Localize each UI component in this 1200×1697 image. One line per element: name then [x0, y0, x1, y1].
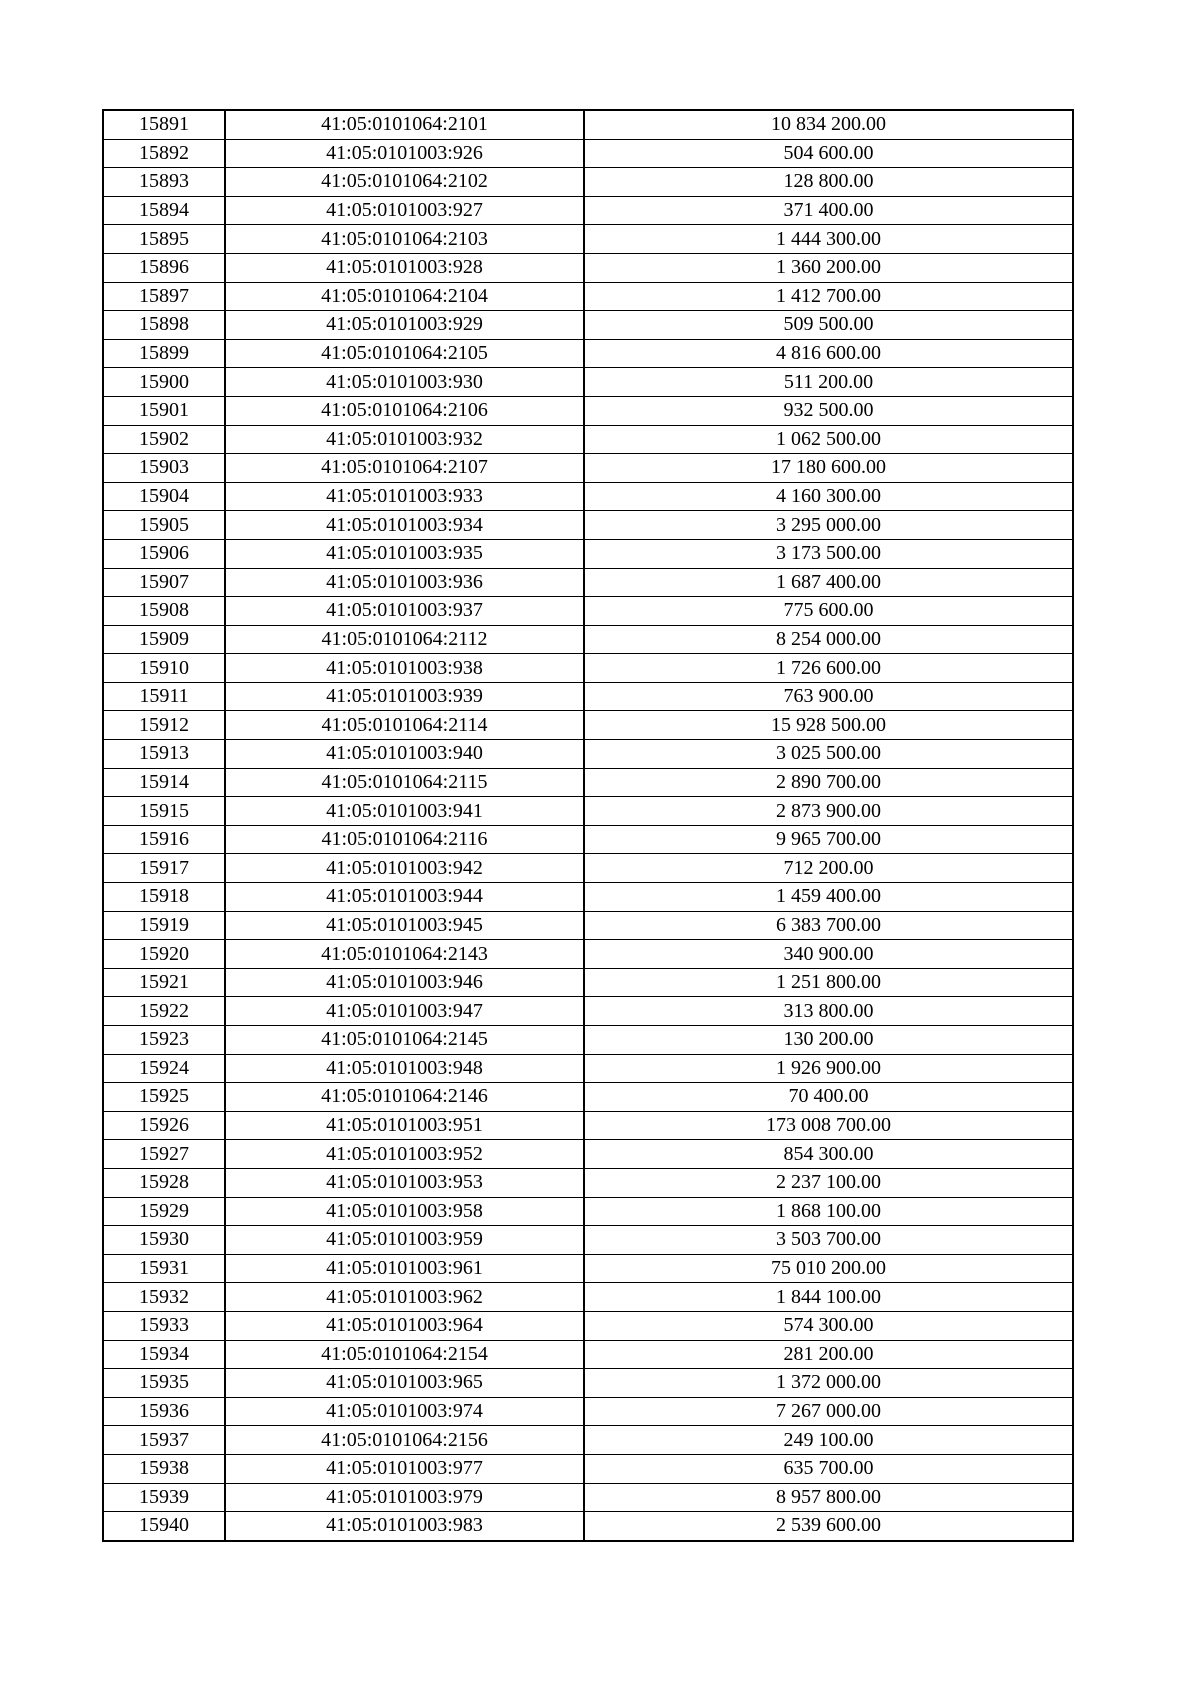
row-number-cell: 15912 — [103, 711, 225, 740]
table-row — [103, 1226, 1073, 1255]
cadastral-value-cell: 4 816 600.00 — [584, 339, 1073, 368]
table-row — [103, 139, 1073, 168]
table-row — [103, 654, 1073, 683]
table-row — [103, 883, 1073, 912]
row-number-cell: 15938 — [103, 1454, 225, 1483]
row-number-cell: 15909 — [103, 625, 225, 654]
cadastral-number-cell: 41:05:0101003:953 — [225, 1168, 584, 1197]
cadastral-number-cell: 41:05:0101003:945 — [225, 911, 584, 940]
row-number-cell: 15916 — [103, 825, 225, 854]
table-row — [103, 1054, 1073, 1083]
cadastral-number-cell: 41:05:0101064:2145 — [225, 1026, 584, 1055]
row-number-cell: 15893 — [103, 168, 225, 197]
cadastral-value-cell: 3 025 500.00 — [584, 740, 1073, 769]
row-number-cell: 15897 — [103, 282, 225, 311]
cadastral-number-cell: 41:05:0101003:932 — [225, 425, 584, 454]
row-number-cell: 15910 — [103, 654, 225, 683]
cadastral-number-cell: 41:05:0101064:2107 — [225, 454, 584, 483]
table-row — [103, 597, 1073, 626]
table-row — [103, 625, 1073, 654]
table-row — [103, 1311, 1073, 1340]
cadastral-number-cell: 41:05:0101064:2156 — [225, 1426, 584, 1455]
cadastral-number-cell: 41:05:0101064:2106 — [225, 396, 584, 425]
cadastral-value-cell: 1 844 100.00 — [584, 1283, 1073, 1312]
cadastral-number-cell: 41:05:0101003:959 — [225, 1226, 584, 1255]
table-row — [103, 997, 1073, 1026]
row-number-cell: 15914 — [103, 768, 225, 797]
row-number-cell: 15931 — [103, 1254, 225, 1283]
cadastral-number-cell: 41:05:0101064:2143 — [225, 940, 584, 969]
cadastral-value-cell: 281 200.00 — [584, 1340, 1073, 1369]
cadastral-value-cell: 6 383 700.00 — [584, 911, 1073, 940]
cadastral-value-cell: 854 300.00 — [584, 1140, 1073, 1169]
cadastral-value-cell: 1 726 600.00 — [584, 654, 1073, 683]
cadastral-value-cell: 2 539 600.00 — [584, 1512, 1073, 1541]
cadastral-number-cell: 41:05:0101003:939 — [225, 682, 584, 711]
cadastral-value-cell: 10 834 200.00 — [584, 110, 1073, 139]
cadastral-value-cell: 1 687 400.00 — [584, 568, 1073, 597]
row-number-cell: 15922 — [103, 997, 225, 1026]
cadastral-value-cell: 2 873 900.00 — [584, 797, 1073, 826]
cadastral-number-cell: 41:05:0101064:2105 — [225, 339, 584, 368]
cadastral-number-cell: 41:05:0101064:2101 — [225, 110, 584, 139]
table-row — [103, 196, 1073, 225]
cadastral-number-cell: 41:05:0101003:930 — [225, 368, 584, 397]
table-row — [103, 168, 1073, 197]
row-number-cell: 15919 — [103, 911, 225, 940]
table-row — [103, 339, 1073, 368]
row-number-cell: 15892 — [103, 139, 225, 168]
cadastral-number-cell: 41:05:0101003:938 — [225, 654, 584, 683]
row-number-cell: 15933 — [103, 1311, 225, 1340]
cadastral-number-cell: 41:05:0101003:983 — [225, 1512, 584, 1541]
table-row — [103, 1140, 1073, 1169]
cadastral-number-cell: 41:05:0101064:2154 — [225, 1340, 584, 1369]
cadastral-value-cell: 511 200.00 — [584, 368, 1073, 397]
cadastral-value-cell: 4 160 300.00 — [584, 482, 1073, 511]
cadastral-value-cell: 775 600.00 — [584, 597, 1073, 626]
table-body — [103, 110, 1073, 1541]
cadastral-number-cell: 41:05:0101003:928 — [225, 253, 584, 282]
cadastral-value-cell: 9 965 700.00 — [584, 825, 1073, 854]
row-number-cell: 15906 — [103, 539, 225, 568]
table-row — [103, 1083, 1073, 1112]
row-number-cell: 15903 — [103, 454, 225, 483]
cadastral-value-cell: 1 444 300.00 — [584, 225, 1073, 254]
cadastral-number-cell: 41:05:0101003:933 — [225, 482, 584, 511]
cadastral-value-cell: 1 372 000.00 — [584, 1369, 1073, 1398]
cadastral-number-cell: 41:05:0101003:952 — [225, 1140, 584, 1169]
row-number-cell: 15891 — [103, 110, 225, 139]
cadastral-number-cell: 41:05:0101064:2104 — [225, 282, 584, 311]
cadastral-value-cell: 574 300.00 — [584, 1311, 1073, 1340]
row-number-cell: 15918 — [103, 883, 225, 912]
cadastral-value-cell: 1 868 100.00 — [584, 1197, 1073, 1226]
row-number-cell: 15920 — [103, 940, 225, 969]
table-row — [103, 568, 1073, 597]
cadastral-number-cell: 41:05:0101003:940 — [225, 740, 584, 769]
cadastral-value-cell: 2 237 100.00 — [584, 1168, 1073, 1197]
table-row — [103, 682, 1073, 711]
cadastral-number-cell: 41:05:0101003:947 — [225, 997, 584, 1026]
cadastral-value-cell: 173 008 700.00 — [584, 1111, 1073, 1140]
cadastral-number-cell: 41:05:0101003:961 — [225, 1254, 584, 1283]
table-row — [103, 253, 1073, 282]
row-number-cell: 15900 — [103, 368, 225, 397]
cadastral-number-cell: 41:05:0101003:926 — [225, 139, 584, 168]
cadastral-value-cell: 1 360 200.00 — [584, 253, 1073, 282]
cadastral-number-cell: 41:05:0101003:974 — [225, 1397, 584, 1426]
table-row — [103, 1369, 1073, 1398]
cadastral-value-cell: 2 890 700.00 — [584, 768, 1073, 797]
cadastral-number-cell: 41:05:0101003:934 — [225, 511, 584, 540]
cadastral-value-cell: 8 957 800.00 — [584, 1483, 1073, 1512]
table-row — [103, 911, 1073, 940]
cadastral-value-cell: 1 412 700.00 — [584, 282, 1073, 311]
cadastral-value-cell: 1 062 500.00 — [584, 425, 1073, 454]
row-number-cell: 15927 — [103, 1140, 225, 1169]
table-row — [103, 1426, 1073, 1455]
table-row — [103, 711, 1073, 740]
row-number-cell: 15895 — [103, 225, 225, 254]
cadastral-number-cell: 41:05:0101064:2115 — [225, 768, 584, 797]
cadastral-value-cell: 371 400.00 — [584, 196, 1073, 225]
row-number-cell: 15899 — [103, 339, 225, 368]
row-number-cell: 15926 — [103, 1111, 225, 1140]
cadastral-value-cell: 3 295 000.00 — [584, 511, 1073, 540]
table-row — [103, 454, 1073, 483]
cadastral-number-cell: 41:05:0101003:946 — [225, 968, 584, 997]
table-row — [103, 511, 1073, 540]
row-number-cell: 15932 — [103, 1283, 225, 1312]
table-row — [103, 968, 1073, 997]
row-number-cell: 15915 — [103, 797, 225, 826]
table-row — [103, 1483, 1073, 1512]
table-row — [103, 1283, 1073, 1312]
cadastral-number-cell: 41:05:0101003:937 — [225, 597, 584, 626]
cadastral-value-cell: 8 254 000.00 — [584, 625, 1073, 654]
row-number-cell: 15907 — [103, 568, 225, 597]
table-row — [103, 425, 1073, 454]
row-number-cell: 15940 — [103, 1512, 225, 1541]
cadastral-value-cell: 712 200.00 — [584, 854, 1073, 883]
row-number-cell: 15929 — [103, 1197, 225, 1226]
table-row — [103, 1111, 1073, 1140]
cadastral-value-cell: 1 926 900.00 — [584, 1054, 1073, 1083]
cadastral-number-cell: 41:05:0101003:979 — [225, 1483, 584, 1512]
cadastral-number-cell: 41:05:0101003:942 — [225, 854, 584, 883]
cadastral-value-cell: 17 180 600.00 — [584, 454, 1073, 483]
row-number-cell: 15898 — [103, 311, 225, 340]
table-row — [103, 1254, 1073, 1283]
table-row — [103, 1454, 1073, 1483]
cadastral-number-cell: 41:05:0101003:944 — [225, 883, 584, 912]
row-number-cell: 15917 — [103, 854, 225, 883]
cadastral-number-cell: 41:05:0101064:2116 — [225, 825, 584, 854]
table-row — [103, 539, 1073, 568]
row-number-cell: 15924 — [103, 1054, 225, 1083]
cadastral-number-cell: 41:05:0101003:962 — [225, 1283, 584, 1312]
cadastral-number-cell: 41:05:0101064:2146 — [225, 1083, 584, 1112]
table-row — [103, 825, 1073, 854]
cadastral-number-cell: 41:05:0101064:2114 — [225, 711, 584, 740]
cadastral-value-cell: 15 928 500.00 — [584, 711, 1073, 740]
cadastral-number-cell: 41:05:0101003:948 — [225, 1054, 584, 1083]
row-number-cell: 15937 — [103, 1426, 225, 1455]
table-row — [103, 110, 1073, 139]
cadastral-value-cell: 130 200.00 — [584, 1026, 1073, 1055]
table-row — [103, 396, 1073, 425]
cadastral-value-cell: 763 900.00 — [584, 682, 1073, 711]
table-row — [103, 1168, 1073, 1197]
table-row — [103, 768, 1073, 797]
row-number-cell: 15934 — [103, 1340, 225, 1369]
cadastral-number-cell: 41:05:0101003:951 — [225, 1111, 584, 1140]
table-row — [103, 1397, 1073, 1426]
cadastral-value-cell: 7 267 000.00 — [584, 1397, 1073, 1426]
cadastral-value-cell: 70 400.00 — [584, 1083, 1073, 1112]
cadastral-number-cell: 41:05:0101003:927 — [225, 196, 584, 225]
cadastral-number-cell: 41:05:0101064:2112 — [225, 625, 584, 654]
table-row — [103, 797, 1073, 826]
cadastral-value-cell: 1 459 400.00 — [584, 883, 1073, 912]
row-number-cell: 15911 — [103, 682, 225, 711]
row-number-cell: 15904 — [103, 482, 225, 511]
row-number-cell: 15928 — [103, 1168, 225, 1197]
cadastral-value-cell: 635 700.00 — [584, 1454, 1073, 1483]
cadastral-number-cell: 41:05:0101003:929 — [225, 311, 584, 340]
cadastral-number-cell: 41:05:0101003:964 — [225, 1311, 584, 1340]
row-number-cell: 15925 — [103, 1083, 225, 1112]
cadastral-number-cell: 41:05:0101003:977 — [225, 1454, 584, 1483]
cadastral-number-cell: 41:05:0101003:965 — [225, 1369, 584, 1398]
cadastral-number-cell: 41:05:0101064:2102 — [225, 168, 584, 197]
table-row — [103, 482, 1073, 511]
row-number-cell: 15905 — [103, 511, 225, 540]
row-number-cell: 15935 — [103, 1369, 225, 1398]
table-row — [103, 940, 1073, 969]
row-number-cell: 15894 — [103, 196, 225, 225]
cadastral-value-cell: 932 500.00 — [584, 396, 1073, 425]
row-number-cell: 15921 — [103, 968, 225, 997]
cadastral-value-cell: 249 100.00 — [584, 1426, 1073, 1455]
cadastral-value-cell: 509 500.00 — [584, 311, 1073, 340]
table-row — [103, 368, 1073, 397]
row-number-cell: 15901 — [103, 396, 225, 425]
row-number-cell: 15930 — [103, 1226, 225, 1255]
table-row — [103, 1512, 1073, 1541]
row-number-cell: 15923 — [103, 1026, 225, 1055]
cadastral-value-cell: 75 010 200.00 — [584, 1254, 1073, 1283]
row-number-cell: 15902 — [103, 425, 225, 454]
table-row — [103, 1340, 1073, 1369]
cadastral-number-cell: 41:05:0101064:2103 — [225, 225, 584, 254]
cadastral-number-cell: 41:05:0101003:936 — [225, 568, 584, 597]
cadastral-number-cell: 41:05:0101003:941 — [225, 797, 584, 826]
cadastral-number-cell: 41:05:0101003:935 — [225, 539, 584, 568]
table-row — [103, 311, 1073, 340]
cadastral-value-cell: 128 800.00 — [584, 168, 1073, 197]
cadastral-value-cell: 3 503 700.00 — [584, 1226, 1073, 1255]
table-row — [103, 1197, 1073, 1226]
row-number-cell: 15936 — [103, 1397, 225, 1426]
table-row — [103, 854, 1073, 883]
table-row — [103, 225, 1073, 254]
cadastral-value-table — [102, 109, 1074, 1542]
cadastral-number-cell: 41:05:0101003:958 — [225, 1197, 584, 1226]
table-row — [103, 740, 1073, 769]
table-row — [103, 1026, 1073, 1055]
cadastral-value-cell: 3 173 500.00 — [584, 539, 1073, 568]
cadastral-value-cell: 1 251 800.00 — [584, 968, 1073, 997]
row-number-cell: 15896 — [103, 253, 225, 282]
row-number-cell: 15913 — [103, 740, 225, 769]
cadastral-value-cell: 313 800.00 — [584, 997, 1073, 1026]
row-number-cell: 15908 — [103, 597, 225, 626]
row-number-cell: 15939 — [103, 1483, 225, 1512]
table-row — [103, 282, 1073, 311]
cadastral-value-cell: 504 600.00 — [584, 139, 1073, 168]
cadastral-value-cell: 340 900.00 — [584, 940, 1073, 969]
